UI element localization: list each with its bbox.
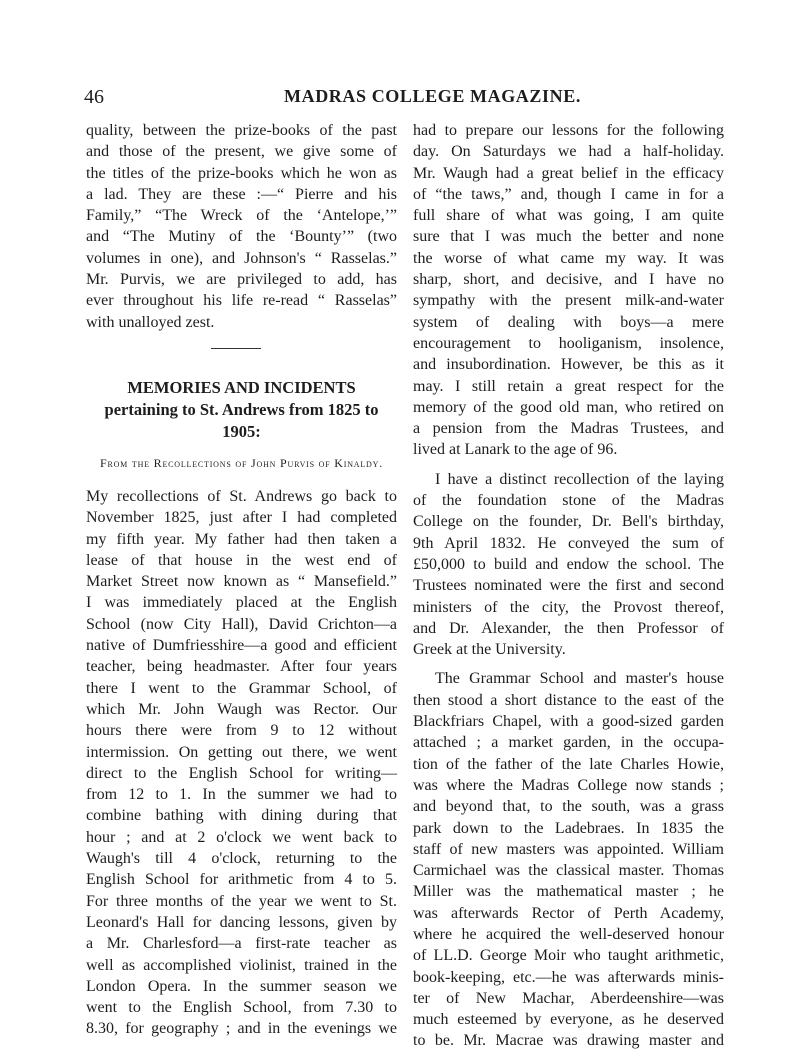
text-line: 8.30, for geography ; and in the evenings we <box>86 1020 397 1038</box>
text-line: where he acquired the well-deserved honour <box>413 925 724 943</box>
text-line: and beyond that, to the south, was a grass <box>413 798 724 816</box>
text-line: direct to the English School for writing— <box>86 764 397 782</box>
text-line: full share of what was going, I am quite <box>413 207 724 225</box>
text-line: lease of that house in the west end of <box>86 551 397 569</box>
text-line: encouragement to hooliganism, insolence, <box>413 334 724 352</box>
text-line: native of Dumfriesshire—a good and efficient <box>86 637 397 655</box>
text-line: Trustees nominated were the first and second <box>413 577 724 595</box>
text-line: system of dealing with boys—a mere <box>413 313 724 331</box>
text-line: was where the Madras College now stands ; <box>413 776 724 794</box>
text-line: was afterwards Rector of Perth Academy, <box>413 904 724 922</box>
text-line: my fifth year. My father had then taken a <box>86 530 397 548</box>
text-line: Waugh's till 4 o'clock, returning to the <box>86 850 397 868</box>
text-line: English School for arithmetic from 4 to 5. <box>86 871 397 889</box>
text-line: teacher, being headmaster. After four years <box>86 658 397 676</box>
text-line: College on the founder, Dr. Bell's birthday, <box>413 513 724 531</box>
text-line: hour ; and at 2 o'clock we went back to <box>86 828 397 846</box>
text-line: and insubordination. However, be this as it <box>413 356 724 374</box>
text-line: a pension from the Madras Trustees, and <box>413 420 724 438</box>
text-line: to be. Mr. Macrae was drawing master and <box>413 1032 724 1050</box>
article-title: MEMORIES AND INCIDENTS <box>127 377 356 397</box>
text-line: well as accomplished violinist, trained in the <box>86 956 397 974</box>
text-line: the titles of the prize-books which he won as <box>86 164 397 182</box>
paragraph-taws <box>413 120 724 461</box>
text-line: Mr. Purvis, we are privileged to add, has <box>86 271 397 289</box>
text-line: School (now City Hall), David Crichton—a <box>86 615 397 633</box>
text-line: ever throughout his life re-read “ Rasselas” <box>86 292 397 310</box>
text-line: For three months of the year we went to St. <box>86 892 397 910</box>
right-column <box>413 120 724 1052</box>
text-line: Miller was the mathematical master ; he <box>413 883 724 901</box>
text-line: a Mr. Charlesford—a first-rate teacher as <box>86 935 397 953</box>
article-byline: From the Recollections of John Purvis of Kinaldy. <box>99 455 384 470</box>
text-line: a lad. They are these :—“ Pierre and his <box>86 185 397 203</box>
intro-paragraph <box>86 120 397 333</box>
text-line: which Mr. John Waugh was Rector. Our <box>86 700 397 718</box>
text-line: £50,000 to build and endow the school. The <box>413 555 724 573</box>
text-line: then stood a short distance to the east of the <box>413 691 724 709</box>
text-line: from 12 to 1. In the summer we had to <box>86 786 397 804</box>
text-line: there I went to the Grammar School, of <box>86 679 397 697</box>
text-line: had to prepare our lessons for the following <box>413 122 724 139</box>
text-line: Leonard's Hall for dancing lessons, given by <box>86 913 397 931</box>
text-line: much esteemed by everyone, as he deserved <box>413 1011 724 1029</box>
text-line: went to the English School, from 7.30 to <box>86 999 397 1017</box>
text-line: tion of the father of the late Charles Howie, <box>413 755 724 773</box>
text-line: and those of the present, we give some of <box>86 143 397 161</box>
text-line: ter of New Machar, Aberdeenshire—was <box>413 989 724 1007</box>
text-line: intermission. On getting out there, we went <box>86 743 397 761</box>
text-line: I have a distinct recollection of the laying <box>435 470 724 488</box>
text-line: sure that I was much the better and none <box>413 228 724 246</box>
text-line: of LL.D. George Moir who taught arithmetic, <box>413 947 724 965</box>
text-line: of the foundation stone of the Madras <box>413 492 724 510</box>
text-line: and Dr. Alexander, the then Professor of <box>413 619 724 637</box>
text-line: memory of the good old man, who retired on <box>413 398 724 416</box>
text-line: volumes in one), and Johnson's “ Rasselas.” <box>86 249 397 267</box>
left-column <box>86 120 397 1040</box>
text-line: of “the taws,” and, though I came in for a <box>413 185 724 203</box>
text-line: I was immediately placed at the English <box>86 594 397 612</box>
text-line: sharp, short, and decisive, and I have no <box>413 271 724 289</box>
text-line: Carmichael was the classical master. Thomas <box>413 862 724 880</box>
journal-running-head: MADRAS COLLEGE MAGAZINE. <box>284 86 581 106</box>
text-line: and “The Mutiny of the ‘Bounty’” (two <box>86 228 397 246</box>
text-line: sympathy with the present milk-and-water <box>413 292 724 310</box>
page-number: 46 <box>84 86 104 108</box>
text-line: the worse of what came my way. It was <box>413 249 724 267</box>
text-line: book-keeping, etc.—he was afterwards minis- <box>413 968 724 986</box>
text-line: 9th April 1832. He conveyed the sum of <box>413 534 724 552</box>
text-line: Blackfriars Chapel, with a good-sized garden <box>413 713 724 731</box>
text-line: quality, between the prize-books of the past <box>86 122 397 139</box>
body-paragraph <box>86 486 397 1040</box>
text-line: My recollections of St. Andrews go back to <box>86 487 397 505</box>
text-line: staff of new masters was appointed. William <box>413 840 724 858</box>
text-line: attached ; a market garden, in the occupa- <box>413 734 724 752</box>
text-line: Greek at the University. <box>413 641 566 659</box>
text-line: Mr. Waugh had a great belief in the efficacy <box>413 164 724 182</box>
paragraph-grammar-school <box>413 668 724 1051</box>
text-line: Market Street now known as “ Mansefield.” <box>86 573 397 591</box>
text-line: hours there were from 9 to 12 without <box>86 722 397 740</box>
text-line: with unalloyed zest. <box>86 313 215 331</box>
section-divider <box>211 348 261 349</box>
text-line: combine bathing with dining during that <box>86 807 397 825</box>
paragraph-foundation-stone <box>413 469 724 661</box>
text-line: The Grammar School and master's house <box>435 670 724 688</box>
text-line: ministers of the city, the Provost thereof, <box>413 598 724 616</box>
text-line: London Opera. In the summer season we <box>86 977 397 995</box>
text-line: park down to the Ladebraes. In 1835 the <box>413 819 724 837</box>
text-line: may. I still retain a great respect for the <box>413 377 724 395</box>
text-line: day. On Saturdays we had a half-holiday. <box>413 143 724 161</box>
text-line: November 1825, just after I had completed <box>86 509 397 527</box>
text-line: Family,” “The Wreck of the ‘Antelope,’” <box>86 207 397 225</box>
text-line: lived at Lanark to the age of 96. <box>413 441 618 459</box>
article-subtitle: pertaining to St. Andrews from 1825 to 1905: <box>104 399 379 441</box>
